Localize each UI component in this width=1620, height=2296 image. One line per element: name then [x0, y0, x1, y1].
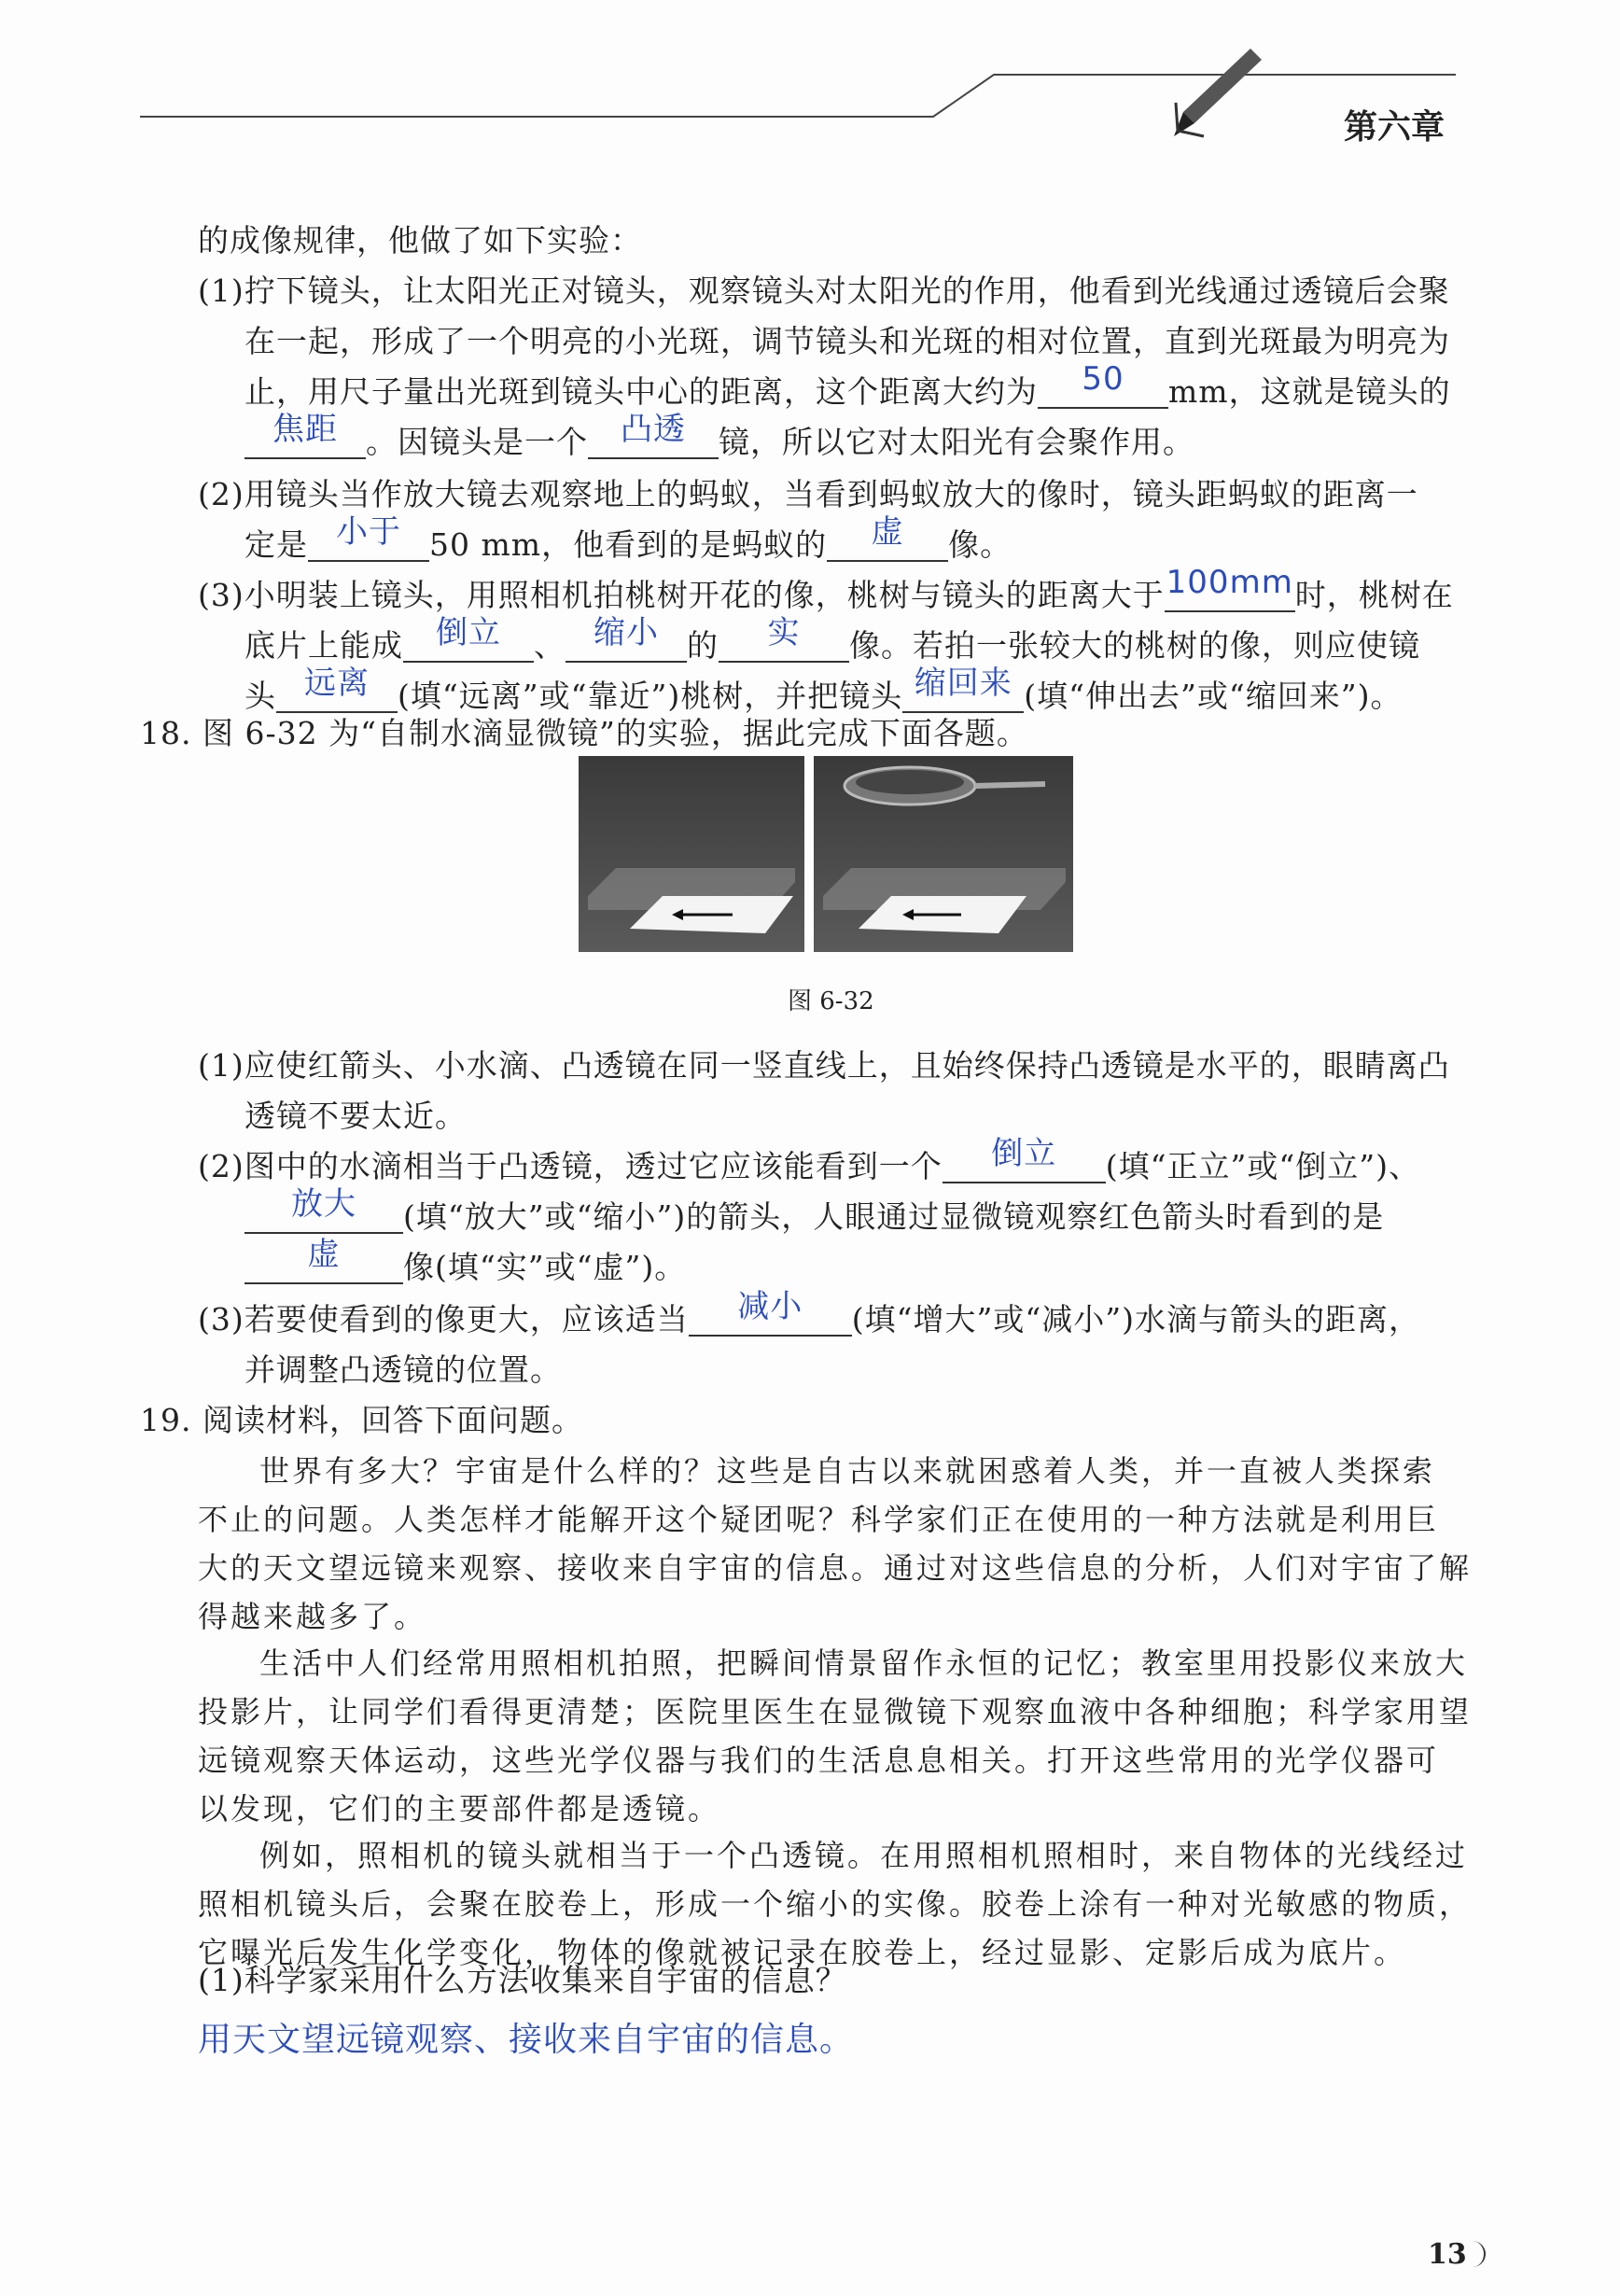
text-line: 以发现，它们的主要部件都是透镜。	[198, 1791, 721, 1827]
text: 、	[534, 627, 566, 664]
q18-p3-line2: 并调整凸透镜的位置。	[244, 1351, 562, 1388]
answer-blank: 凸透	[588, 420, 719, 459]
answer-blank: 缩回来	[902, 674, 1024, 713]
text: (填“远离”或“靠近”)桃树，并把镜头	[398, 678, 903, 714]
q17-p1-line1: (1)拧下镜头，让太阳光正对镜头，观察镜头对太阳光的作用，他看到光线通过透镜后会聚	[198, 273, 1450, 309]
text: (填“放大”或“缩小”)的箭头，人眼通过显微镜观察红色箭头时看到的是	[403, 1198, 1385, 1235]
text: 止，用尺子量出光斑到镜头中心的距离，这个距离大约为	[244, 373, 1038, 410]
text: (3)小明装上镜头，用照相机拍桃树开花的像，桃树与镜头的距离大于	[198, 577, 1165, 613]
answer-blank: 虚	[244, 1245, 403, 1284]
answer-blank: 50	[1038, 370, 1168, 409]
q17-p1-line3	[244, 360, 1451, 416]
answer-blank: 虚	[827, 523, 948, 562]
q17-p1-line4	[244, 411, 1194, 467]
q19-question-1: (1)科学家采用什么方法收集来自宇宙的信息？	[198, 1962, 847, 1998]
q17-p1-line2: 在一起，形成了一个明亮的小光斑，调节镜头和光斑的相对位置，直到光斑最为明亮为	[244, 323, 1450, 359]
text: (填“伸出去”或“缩回来”)。	[1024, 678, 1403, 714]
chapter-title: 第六章	[1344, 108, 1445, 147]
text: (3)若要使看到的像更大，应该适当	[198, 1301, 689, 1337]
text-line: 例如，照相机的镜头就相当于一个凸透镜。在用照相机照相时，来自物体的光线经过	[259, 1838, 1469, 1873]
text-line: 不止的问题。人类怎样才能解开这个疑团呢？科学家们正在使用的一种方法就是利用巨	[198, 1502, 1440, 1537]
answer-blank: 实	[719, 623, 849, 663]
answer-blank: 放大	[244, 1195, 403, 1234]
page-number: 13	[1428, 2238, 1486, 2271]
text: (填“增大”或“减小”)水滴与箭头的距离，	[851, 1301, 1420, 1337]
experiment-photos	[579, 756, 1073, 952]
text-line: 照相机镜头后，会聚在胶卷上，形成一个缩小的实像。胶卷上涂有一种对光敏感的物质，	[198, 1886, 1473, 1922]
q17-p2-line1: (2)用镜头当作放大镜去观察地上的蚂蚁，当看到蚂蚁放大的像时，镜头距蚂蚁的距离一	[198, 476, 1418, 512]
text-line: 生活中人们经常用照相机拍照，把瞬间情景留作永恒的记忆；教室里用投影仪来放大	[259, 1645, 1469, 1681]
reading-paragraph-3	[198, 1831, 1472, 1977]
answer-blank: 减小	[689, 1297, 852, 1337]
text: (2)图中的水滴相当于凸透镜，透过它应该能看到一个	[198, 1148, 943, 1184]
q18-p1-line2: 透镜不要太近。	[244, 1098, 467, 1134]
pencil-icon	[1174, 49, 1262, 136]
text: 像。	[948, 526, 1012, 563]
reading-paragraph-1	[198, 1447, 1472, 1641]
q18-p2-line2	[244, 1185, 1385, 1241]
answer-blank: 远离	[276, 674, 398, 713]
q17-p3-line1	[198, 564, 1454, 620]
text: 时，桃树在	[1294, 577, 1454, 613]
text: 头	[244, 678, 276, 714]
answer-blank: 倒立	[403, 623, 534, 663]
q19-answer-1: 用天文望远镜观察、接收来自宇宙的信息。	[198, 2021, 855, 2059]
text: 镜，所以它对太阳光有会聚作用。	[719, 424, 1194, 460]
q18-p3-line1	[198, 1288, 1420, 1344]
text-line: 远镜观察天体运动，这些光学仪器与我们的生活息息相关。打开这些常用的光学仪器可	[198, 1743, 1440, 1778]
text: 像(填“实”或“虚”)。	[403, 1249, 687, 1285]
text: (填“正立”或“倒立”)、	[1105, 1148, 1420, 1184]
text: 像。若拍一张较大的桃树的像，则应使镜	[849, 627, 1420, 664]
text-line: 得越来越多了。	[198, 1599, 427, 1634]
q18-stem: 18. 图 6-32 为“自制水滴显微镜”的实验，据此完成下面各题。	[140, 715, 1028, 751]
text-line: 它曝光后发生化学变化，物体的像就被记录在胶卷上，经过显影、定影后成为底片。	[198, 1935, 1407, 1970]
figure-6-32	[579, 756, 1073, 952]
q17-p3-line2	[244, 614, 1420, 670]
text: 定是	[244, 526, 308, 563]
photo-left	[579, 756, 804, 952]
text: 。因镜头是一个	[366, 424, 588, 460]
q18-p1-line1: (1)应使红箭头、小水滴、凸透镜在同一竖直线上，且始终保持凸透镜是水平的，眼睛离凸	[198, 1047, 1450, 1084]
photo-right	[814, 756, 1073, 952]
answer-blank: 100mm	[1165, 573, 1295, 612]
q18-p2-line1	[198, 1135, 1420, 1191]
text-line: 世界有多大？宇宙是什么样的？这些是自古以来就困惑着人类，并一直被人类探索	[259, 1453, 1436, 1489]
answer-blank: 倒立	[943, 1144, 1106, 1183]
figure-caption: 图 6-32	[788, 987, 874, 1015]
text: 50 mm，他看到的是蚂蚁的	[429, 526, 828, 563]
q17-intro: 的成像规律，他做了如下实验：	[198, 222, 642, 259]
answer-blank: 小于	[308, 523, 429, 562]
reading-paragraph-2	[198, 1639, 1472, 1833]
text: 底片上能成	[244, 627, 403, 664]
text-line: 投影片，让同学们看得更清楚；医院里医生在显微镜下观察血液中各种细胞；科学家用望	[198, 1694, 1473, 1729]
text: mm，这就是镜头的	[1168, 373, 1451, 410]
q18-p2-line3	[244, 1236, 687, 1292]
text-line: 大的天文望远镜来观察、接收来自宇宙的信息。通过对这些信息的分析，人们对宇宙了解	[198, 1550, 1473, 1586]
q19-stem: 19. 阅读材料，回答下面问题。	[140, 1402, 583, 1438]
corner-arc	[1469, 2241, 1486, 2267]
q17-p2-line2	[244, 513, 1012, 569]
answer-blank: 焦距	[244, 420, 366, 459]
text: 的	[687, 627, 719, 664]
answer-blank: 缩小	[566, 623, 687, 663]
